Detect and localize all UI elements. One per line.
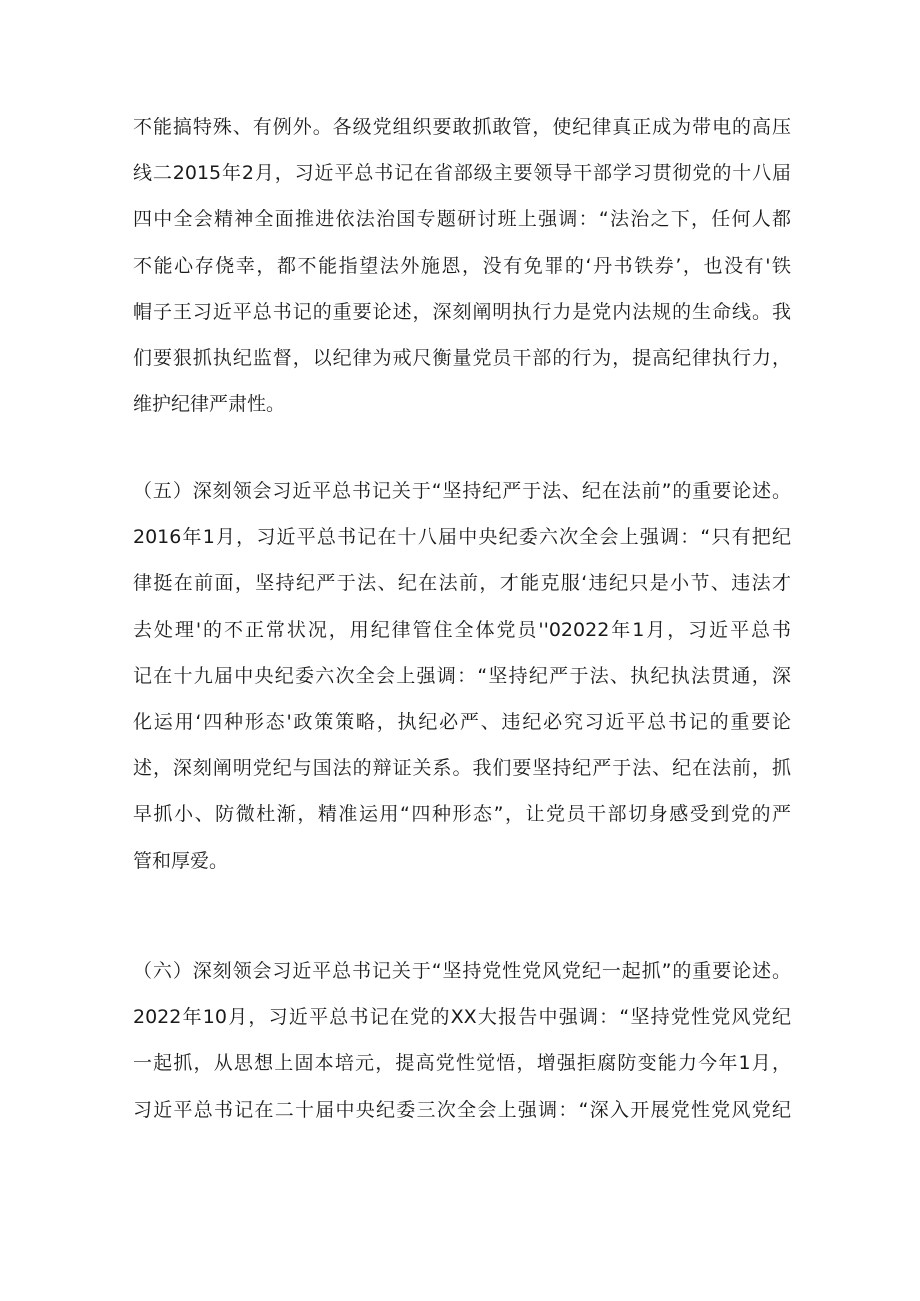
text-line: 们要狠抓执纪监督，以纪律为戒尺衡量党员干部的行为，提高纪律执行力， [133, 346, 791, 369]
text-line: 化运用‘四种形态'政策策略，执纪必严、违纪必究习近平总书记的重要论 [133, 710, 791, 733]
text-line: 习近平总书记在二十届中央纪委三次全会上强调：“深入开展党性党风党纪 [133, 1098, 791, 1121]
text-line: 2022年10月，习近平总书记在党的XX大报告中强调：“坚持党性党风党纪 [133, 1006, 791, 1029]
text-line: 管和厚爱。 [133, 849, 229, 872]
section-heading-line: （五）深刻领会习近平总书记关于“坚持纪严于法、纪在法前”的重要论述。 [133, 480, 791, 502]
text-line: 维护纪律严肃性。 [133, 393, 286, 416]
text-line: 不能搞特殊、有例外。各级党组织要敢抓敢管，使纪律真正成为带电的高压 [133, 116, 791, 138]
text-line: 述，深刻阐明党纪与国法的辩证关系。我们要坚持纪严于法、纪在法前，抓 [133, 757, 791, 780]
text-line: 一起抓，从思想上固本培元，提高党性觉悟，增强拒腐防变能力今年1月， [133, 1052, 791, 1075]
text-line: 记在十九届中央纪委六次全会上强调：“坚持纪严于法、执纪执法贯通，深 [133, 664, 791, 687]
text-line: 四中全会精神全面推进依法治国专题研讨班上强调：“法治之下，任何人都 [133, 208, 791, 231]
text-line: 不能心存侥幸，都不能指望法外施恩，没有免罪的‘丹书铁券’，也没有'铁 [133, 254, 791, 277]
text-line: 帽子王习近平总书记的重要论述，深刻阐明执行力是党内法规的生命线。我 [133, 300, 791, 323]
text-line: 律挺在前面，坚持纪严于法、纪在法前，才能克服‘违纪只是小节、违法才 [133, 572, 791, 595]
text-line: 2016年1月，习近平总书记在十八届中央纪委六次全会上强调：“只有把纪 [133, 526, 791, 549]
text-line: 去处理'的不正常状况，用纪律管住全体党员''02022年1月，习近平总书 [133, 618, 791, 641]
paragraph-discipline-enforcement [133, 104, 791, 427]
paragraph-section-six [133, 948, 791, 1133]
paragraph-section-five [133, 468, 791, 884]
text-line: 线二2015年2月，习近平总书记在省部级主要领导干部学习贯彻党的十八届 [133, 162, 791, 185]
text-line: 早抓小、防微杜渐，精准运用“四种形态”，让党员干部切身感受到党的严 [133, 803, 791, 826]
section-heading-line: （六）深刻领会习近平总书记关于“坚持党性党风党纪一起抓”的重要论述。 [133, 960, 791, 982]
